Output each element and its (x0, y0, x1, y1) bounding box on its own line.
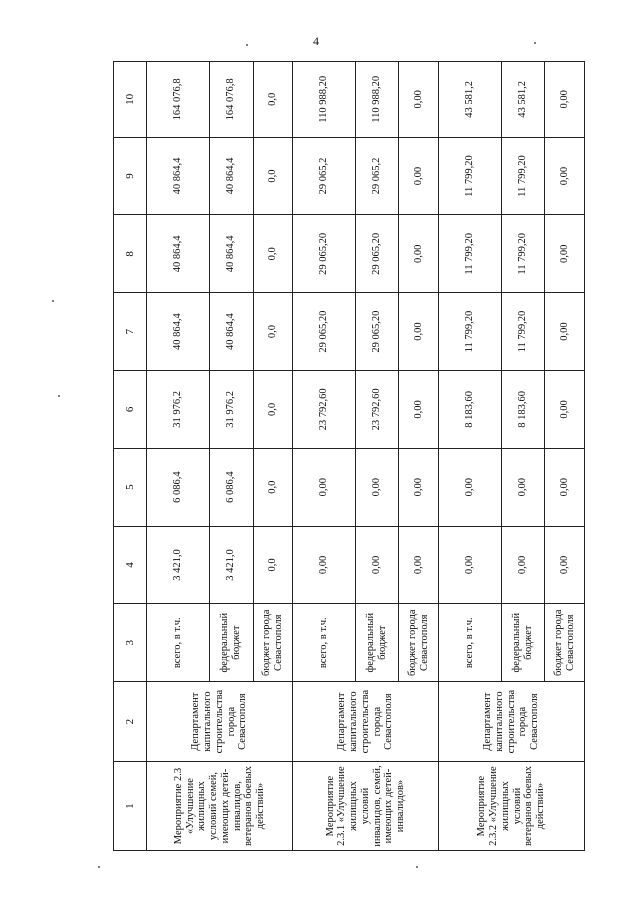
column-number: 9 (114, 137, 147, 215)
amount-cell: 0,0 (253, 215, 293, 293)
header-row (114, 62, 147, 851)
amount-cell: 0,0 (253, 448, 293, 526)
column-number: 5 (114, 448, 147, 526)
amount-cell: 43 581,2 (501, 62, 545, 138)
amount-cell: 164 076,8 (147, 62, 210, 138)
amount-cell: 43 581,2 (439, 62, 502, 138)
funding-source-cell: бюджет города Севастополя (545, 604, 585, 682)
funding-table (113, 61, 585, 851)
amount-cell: 0,00 (293, 526, 356, 604)
amount-cell: 0,00 (399, 526, 439, 604)
amount-cell: 11 799,20 (501, 215, 545, 293)
amount-cell: 164 076,8 (209, 62, 253, 138)
amount-cell: 0,00 (501, 448, 545, 526)
amount-cell: 3 421,0 (209, 526, 253, 604)
amount-cell: 0,00 (355, 448, 399, 526)
funding-source-cell: всего, в т.ч. (293, 604, 356, 682)
column-number: 6 (114, 370, 147, 448)
amount-cell: 0,00 (399, 62, 439, 138)
table-row (147, 62, 210, 851)
amount-cell: 29 065,2 (293, 137, 356, 215)
funding-source-cell: бюджет города Севастополя (253, 604, 293, 682)
amount-cell: 0,00 (293, 448, 356, 526)
amount-cell: 11 799,20 (439, 215, 502, 293)
column-number: 7 (114, 293, 147, 371)
amount-cell: 40 864,4 (147, 137, 210, 215)
scan-speck (52, 300, 54, 302)
column-number: 1 (114, 762, 147, 851)
measure-name-cell: Мероприятие 2.3.2 «Улучшение жилищных условий ветеранов боевых действий» (439, 762, 585, 851)
amount-cell: 0,0 (253, 62, 293, 138)
amount-cell: 6 086,4 (147, 448, 210, 526)
scan-speck (246, 44, 248, 46)
executor-cell: Департамент капитального строительства города Севастополя (439, 682, 585, 762)
amount-cell: 29 065,20 (293, 215, 356, 293)
amount-cell: 0,00 (355, 526, 399, 604)
column-number: 2 (114, 682, 147, 762)
amount-cell: 0,00 (399, 448, 439, 526)
funding-source-cell: федеральный бюджет (355, 604, 399, 682)
amount-cell: 0,00 (399, 293, 439, 371)
amount-cell: 29 065,20 (355, 293, 399, 371)
amount-cell: 11 799,20 (501, 137, 545, 215)
measure-name-cell: Мероприятие 2.3 «Улучшение жилищных условий семей, имеющих детей-инвалидов, ветеранов боевых действий» (147, 762, 293, 851)
funding-source-cell: бюджет города Севастополя (399, 604, 439, 682)
column-number: 8 (114, 215, 147, 293)
funding-source-cell: всего, в т.ч. (439, 604, 502, 682)
amount-cell: 29 065,20 (355, 215, 399, 293)
measure-name-cell: Мероприятие 2.3.1 «Улучшение жилищных условий инвалидов, семей, имеющих детей-инвалидов» (293, 762, 439, 851)
amount-cell: 0,00 (545, 62, 585, 138)
amount-cell: 0,0 (253, 137, 293, 215)
table-row (293, 62, 356, 851)
scan-speck (98, 866, 100, 868)
amount-cell: 8 183,60 (501, 370, 545, 448)
table-row (439, 62, 502, 851)
amount-cell: 40 864,4 (209, 137, 253, 215)
amount-cell: 0,00 (545, 293, 585, 371)
amount-cell: 23 792,60 (293, 370, 356, 448)
scan-speck (534, 42, 536, 44)
amount-cell: 23 792,60 (355, 370, 399, 448)
column-number: 10 (114, 62, 147, 138)
page-number: 4 (313, 34, 319, 48)
scan-speck (58, 395, 60, 397)
amount-cell: 31 976,2 (209, 370, 253, 448)
amount-cell: 40 864,4 (209, 215, 253, 293)
funding-source-cell: всего, в т.ч. (147, 604, 210, 682)
amount-cell: 8 183,60 (439, 370, 502, 448)
funding-source-cell: федеральный бюджет (501, 604, 545, 682)
amount-cell: 110 988,20 (293, 62, 356, 138)
amount-cell: 0,00 (545, 526, 585, 604)
amount-cell: 0,00 (501, 526, 545, 604)
amount-cell: 0,00 (399, 215, 439, 293)
amount-cell: 29 065,20 (293, 293, 356, 371)
amount-cell: 40 864,4 (147, 215, 210, 293)
amount-cell: 0,0 (253, 526, 293, 604)
amount-cell: 110 988,20 (355, 62, 399, 138)
amount-cell: 0,00 (545, 137, 585, 215)
executor-cell: Департамент капитального строительства города Севастополя (147, 682, 293, 762)
amount-cell: 31 976,2 (147, 370, 210, 448)
amount-cell: 11 799,20 (501, 293, 545, 371)
amount-cell: 11 799,20 (439, 137, 502, 215)
column-number: 3 (114, 604, 147, 682)
column-number: 4 (114, 526, 147, 604)
amount-cell: 0,00 (545, 448, 585, 526)
amount-cell: 3 421,0 (147, 526, 210, 604)
amount-cell: 0,00 (399, 370, 439, 448)
executor-cell: Департамент капитального строительства города Севастополя (293, 682, 439, 762)
rotated-table-wrapper (113, 61, 585, 851)
amount-cell: 0,00 (545, 215, 585, 293)
amount-cell: 0,00 (545, 370, 585, 448)
amount-cell: 40 864,4 (147, 293, 210, 371)
amount-cell: 29 065,2 (355, 137, 399, 215)
amount-cell: 0,0 (253, 293, 293, 371)
amount-cell: 0,0 (253, 370, 293, 448)
amount-cell: 6 086,4 (209, 448, 253, 526)
amount-cell: 0,00 (439, 448, 502, 526)
amount-cell: 11 799,20 (439, 293, 502, 371)
amount-cell: 0,00 (399, 137, 439, 215)
amount-cell: 0,00 (439, 526, 502, 604)
funding-source-cell: федеральный бюджет (209, 604, 253, 682)
amount-cell: 40 864,4 (209, 293, 253, 371)
table-body (114, 62, 585, 851)
scan-speck (416, 866, 418, 868)
